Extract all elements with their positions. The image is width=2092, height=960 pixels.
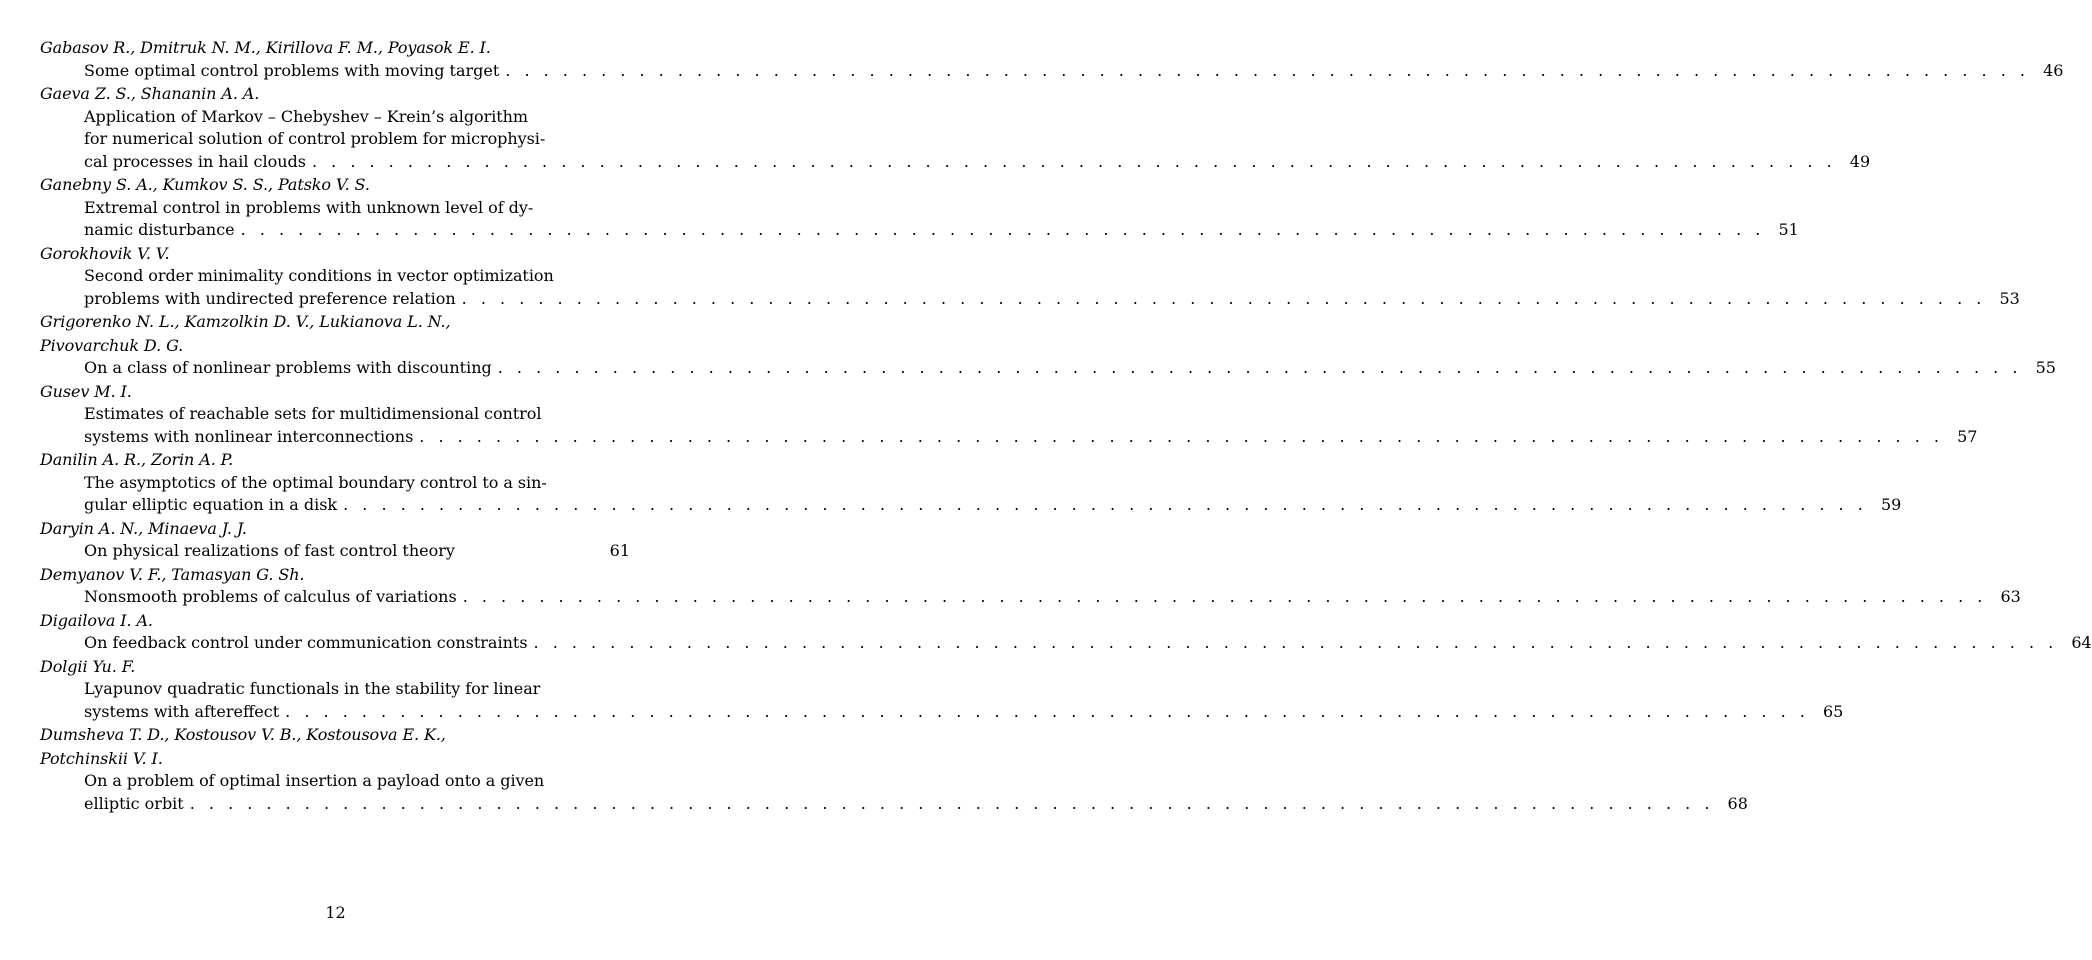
toc-entry: [40, 609, 2092, 655]
toc-entry: [40, 517, 630, 563]
dot-leader: . . . . . . . . . . . . . . . . . . . . . . . . . . . . . . . . . . . . . . . . . . . . . . . . . . . . . . . . . . . . . . . . . . . . . . . . . . . . . . . .: [533, 633, 2058, 652]
dot-leader: . . . . . . . . . . . . . . . . . . . . . . . . . . . . . . . . . . . . . . . . . . . . . . . . . . . . . . . . . . . . . . . . . . . . . . . . . . . . . . . .: [240, 220, 1765, 239]
dot-leader: . . . . . . . . . . . . . . . . . . . . . . . . . . . . . . . . . . . . . . . . . . . . . . . . . . . . . . . . . . . . . . . . . . . . . . . . . . . . . . . .: [419, 426, 1944, 446]
entry-authors-continued: Potchinskii V. I.: [40, 748, 163, 768]
title-line: cal processes in hail clouds: [84, 151, 306, 171]
entry-authors-continued: Pivovarchuk D. G.: [40, 335, 184, 355]
page-ref: 63: [2000, 587, 2021, 606]
title-last-line: [84, 357, 2056, 380]
entry-title: [84, 540, 630, 563]
title-line: elliptic orbit: [84, 793, 184, 813]
title-line: Lyapunov quadratic functionals in the stability for linear: [84, 679, 541, 698]
entry-authors: Gorokhovik V. V.: [40, 243, 170, 263]
dot-leader: . . . . . . . . . . . . . . . . . . . . . . . . . . . . . . . . . . . . . . . . . . . . . . . . . . . . . . . . . . . . . . . . . . . . . . . . . . . . . . . .: [461, 288, 1986, 308]
entry-authors: Gusev M. I.: [40, 381, 132, 401]
title-line: systems with aftereffect: [84, 701, 280, 721]
entry-authors: Dumsheva T. D., Kostousov V. B., Kostousova E. K.,: [40, 725, 446, 744]
title-line: Second order minimality conditions in vector optimization: [84, 266, 554, 285]
title-line: On feedback control under communication constraints: [84, 633, 528, 652]
entry-title: [84, 265, 2020, 310]
title-last-line: [84, 701, 1844, 724]
dot-leader: . . . . . . . . . . . . . . . . . . . . . . . . . . . . . . . . . . . . . . . . . . . . . . . . . . . . . . . . . . . . . . . . . . . . . . . . . . . . . . . .: [189, 793, 1714, 813]
table-of-contents: [40, 36, 2092, 815]
entry-authors: Grigorenko N. L., Kamzolkin D. V., Lukianova L. N.,: [40, 312, 451, 331]
title-line: problems with undirected preference relation: [84, 288, 456, 308]
entry-authors: Gaeva Z. S., Shananin A. A.: [40, 84, 260, 103]
page-ref: 57: [1957, 426, 1978, 446]
title-line: for numerical solution of control problem for microphysi-: [84, 129, 546, 148]
page-ref: 61: [609, 541, 630, 560]
entry-authors: Dolgii Yu. F.: [40, 656, 136, 676]
dot-leader: . . . . . . . . . . . . . . . . . . . . . . . . . . . . . . . . . . . . . . . . . . . . . . . . . . . . . . . . . . . . . . . . . . . . . . . . . . . . . . . .: [505, 60, 2030, 80]
title-line: The asymptotics of the optimal boundary control to a sin-: [84, 472, 547, 492]
dot-leader: . . . . . . . . . . . . . . . . . . . . . . . . . . . . . . . . . . . . . . . . . . . . . . . . . . . . . . . . . . . . . . . . . . . . . . . . . . . . . . . .: [343, 495, 1868, 514]
toc-entry: [40, 242, 2020, 311]
entry-authors: Gabasov R., Dmitruk N. M., Kirillova F. M., Poyasok E. I.: [40, 38, 491, 57]
toc-entry: [40, 380, 1978, 449]
entry-title: [84, 60, 2064, 83]
entry-title: [84, 357, 2056, 380]
title-last-line: [84, 540, 630, 563]
entry-authors: Digailova I. A.: [40, 610, 153, 630]
toc-entry: [40, 36, 2064, 82]
toc-entry: [40, 723, 1748, 815]
title-last-line: [84, 793, 1748, 816]
entry-authors: Demyanov V. F., Tamasyan G. Sh.: [40, 564, 305, 584]
dot-leader: . . . . . . . . . . . . . . . . . . . . . . . . . . . . . . . . . . . . . . . . . . . . . . . . . . . . . . . . . . . . . . . . . . . . . . . . . . . . . . . .: [311, 151, 1837, 171]
title-last-line: [84, 60, 2064, 83]
title-line: Application of Markov – Chebyshev – Krein’s algorithm: [84, 106, 529, 126]
entry-title: [84, 403, 1978, 448]
entry-authors: Danilin A. R., Zorin A. P.: [40, 450, 234, 469]
page-ref: 65: [1822, 701, 1844, 721]
entry-title: [84, 197, 1799, 242]
title-line: Some optimal control problems with moving target: [84, 60, 500, 80]
title-line: namic disturbance: [84, 220, 235, 239]
page-ref: 64: [2071, 633, 2092, 652]
title-last-line: [84, 151, 1871, 174]
title-line: systems with nonlinear interconnections: [84, 426, 414, 446]
entry-title: [84, 472, 1902, 517]
page-ref: 46: [2043, 60, 2064, 80]
title-line: On physical realizations of fast control theory: [84, 541, 455, 560]
page-ref: 49: [1849, 151, 1871, 171]
title-line: Estimates of reachable sets for multidimensional control: [84, 404, 542, 423]
page-number: 12: [325, 903, 346, 922]
entry-title: [84, 770, 1748, 815]
entry-title: [84, 586, 2021, 609]
toc-entry: [40, 655, 1844, 724]
title-line: On a class of nonlinear problems with discounting: [84, 358, 492, 377]
entry-title: [84, 632, 2092, 655]
title-last-line: [84, 586, 2021, 609]
toc-entry: [40, 82, 1871, 173]
toc-entry: [40, 448, 1902, 517]
title-last-line: [84, 494, 1902, 517]
page-ref: 53: [1999, 288, 2020, 308]
title-last-line: [84, 288, 2020, 311]
page-ref: 55: [2035, 358, 2056, 377]
title-line: On a problem of optimal insertion a payload onto a given: [84, 771, 545, 790]
title-last-line: [84, 426, 1978, 449]
title-line: Nonsmooth problems of calculus of variations: [84, 587, 457, 606]
entry-authors: Ganebny S. A., Kumkov S. S., Patsko V. S.: [40, 175, 370, 194]
dot-leader: . . . . . . . . . . . . . . . . . . . . . . . . . . . . . . . . . . . . . . . . . . . . . . . . . . . . . . . . . . . . . . . . . . . . . . . . . . . . . . . .: [285, 701, 1810, 721]
title-line: gular elliptic equation in a disk: [84, 495, 338, 514]
page-ref: 59: [1880, 495, 1902, 514]
toc-entry: [40, 173, 1799, 242]
page-ref: 51: [1778, 220, 1799, 239]
title-last-line: [84, 632, 2092, 655]
title-line: Extremal control in problems with unknown level of dy-: [84, 197, 534, 217]
dot-leader: . . . . . . . . . . . . . . . . . . . . . . . . . . . . . . . . . . . . . . . . . . . . . . . . . . . . . . . . . . . . . . . . . . . . . . . . . . . . . . . .: [497, 358, 2022, 377]
toc-entry: [40, 310, 2056, 380]
entry-title: [84, 106, 1871, 174]
entry-authors: Daryin A. N., Minaeva J. J.: [40, 518, 247, 538]
entry-title: [84, 678, 1844, 723]
title-last-line: [84, 219, 1799, 242]
toc-entry: [40, 563, 2021, 609]
dot-leader: . . . . . . . . . . . . . . . . . . . . . . . . . . . . . . . . . . . . . . . . . . . . . . . . . . . . . . . . . . . . . . . . . . . . . . . . . . . . . . . .: [462, 587, 1987, 606]
page-ref: 68: [1727, 793, 1748, 813]
